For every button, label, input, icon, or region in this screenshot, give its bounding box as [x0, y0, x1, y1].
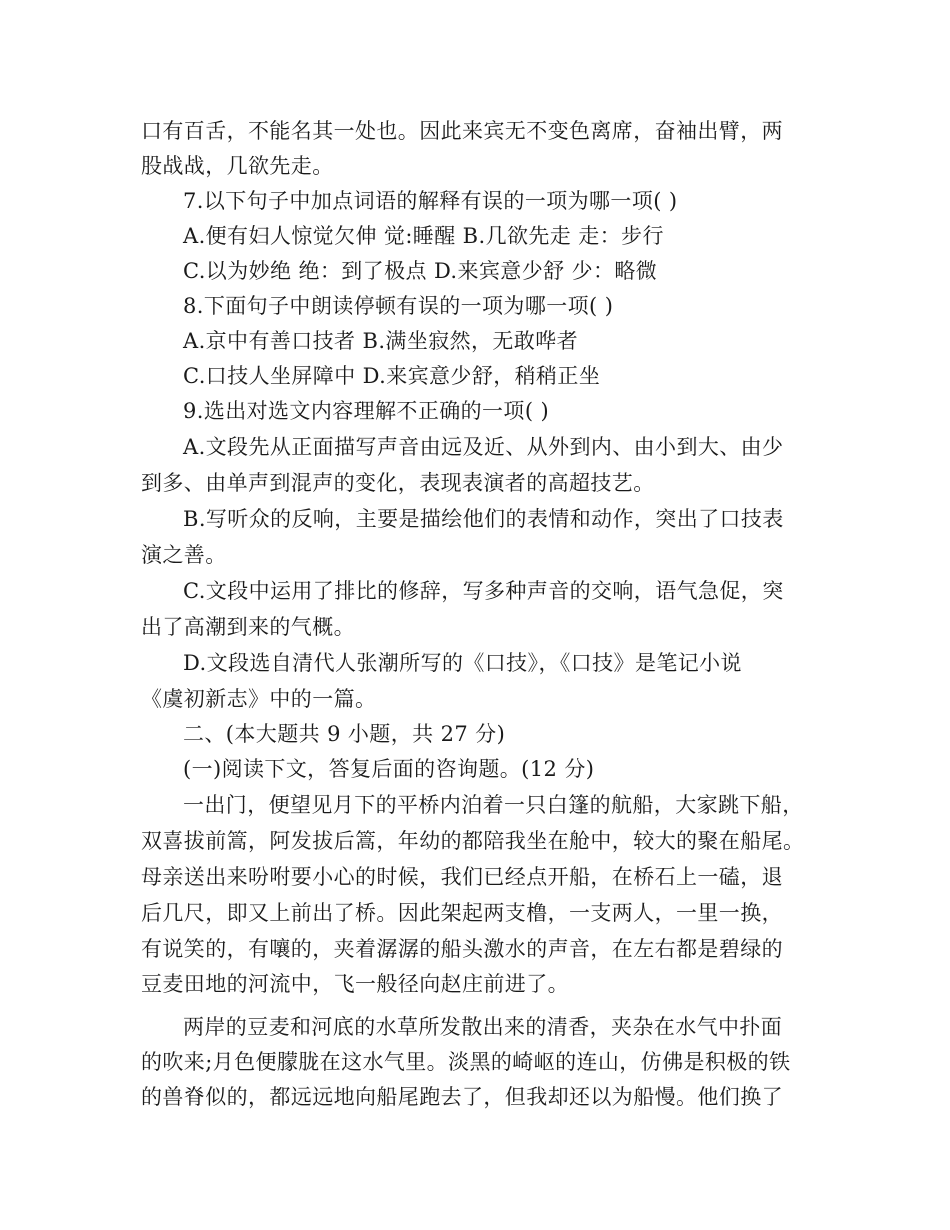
text-line: 股战战，几欲先走。 [141, 154, 334, 178]
question-9-option-c: C.文段中运用了排比的修辞，写多种声音的交响，语气急促，突 [183, 579, 784, 603]
passage-line: 一出门，便望见月下的平桥内泊着一只白篷的航船，大家跳下船， [183, 793, 804, 817]
question-7-options-cd: C.以为妙绝 绝：到了极点 D.来宾意少舒 少：略微 [183, 259, 658, 283]
passage-line: 有说笑的，有嚷的，夹着潺潺的船头激水的声音，在左右都是碧绿的 [141, 937, 783, 961]
question-8-options-ab: A.京中有善口技者 B.满坐寂然，无敢哗者 [183, 329, 579, 353]
passage-line: 两岸的豆麦和河底的水草所发散出来的清香，夹杂在水气中扑面 [183, 1015, 783, 1039]
passage-line: 双喜拔前篙，阿发拔后篙，年幼的都陪我坐在舱中，较大的聚在船尾。 [141, 829, 805, 853]
text-line: 口有百舌，不能名其一处也。因此来宾无不变色离席，奋袖出臂，两 [141, 119, 783, 143]
subsection-heading: (一)阅读下文，答复后面的咨询题。(12 分) [183, 757, 595, 781]
section-heading: 二、(本大题共 9 小题，共 27 分) [183, 722, 506, 746]
question-8-options-cd: C.口技人坐屏障中 D.来宾意少舒，稍稍正坐 [183, 364, 601, 388]
passage-line: 的吹来;月色便朦胧在这水气里。淡黑的崎岖的连山，仿佛是积极的铁 [141, 1050, 791, 1074]
question-8: 8.下面句子中朗读停顿有误的一项为哪一项( ) [183, 294, 614, 318]
passage-line: 母亲送出来吩咐要小心的时候，我们已经点开船，在桥石上一磕，退 [141, 865, 783, 889]
passage-line: 豆麦田地的河流中，飞一般径向赵庄前进了。 [141, 972, 569, 996]
text-line: 《虞初新志》中的一篇。 [141, 687, 377, 711]
question-9-option-a: A.文段先从正面描写声音由远及近、从外到内、由小到大、由少 [183, 435, 784, 459]
question-9-option-d: D.文段选自清代人张潮所写的《口技》，《口技》是笔记小说 [183, 651, 742, 675]
text-line: 到多、由单声到混声的变化，表现表演者的高超技艺。 [141, 471, 655, 495]
text-line: 演之善。 [141, 543, 227, 567]
passage-line: 后几尺，即又上前出了桥。因此架起两支橹，一支两人，一里一换， [141, 901, 783, 925]
text-line: 出了高潮到来的气概。 [141, 615, 355, 639]
passage-line: 的兽脊似的，都远远地向船尾跑去了，但我却还以为船慢。他们换了 [141, 1085, 783, 1109]
question-9: 9.选出对选文内容理解不正确的一项( ) [183, 399, 550, 423]
question-9-option-b: B.写听众的反响，主要是描绘他们的表情和动作，突出了口技表 [183, 507, 784, 531]
question-7: 7.以下句子中加点词语的解释有误的一项为哪一项( ) [183, 189, 678, 213]
question-7-options-ab: A.便有妇人惊觉欠伸 觉:睡醒 B.几欲先走 走：步行 [183, 224, 664, 248]
